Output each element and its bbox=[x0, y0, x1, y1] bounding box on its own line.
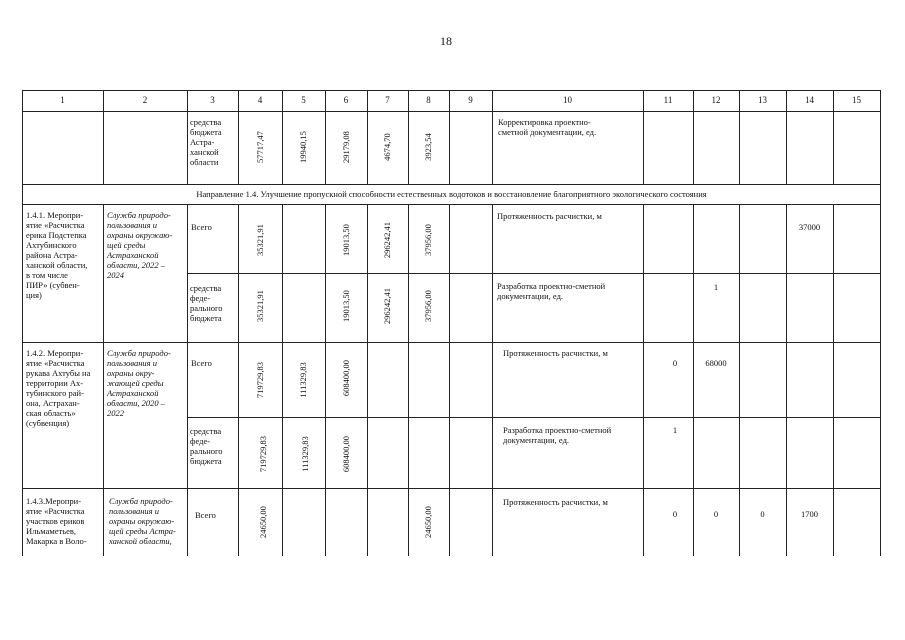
header-cell: 2 bbox=[142, 95, 148, 105]
table-rule bbox=[408, 204, 409, 556]
amount-col4: 719729,83 bbox=[255, 361, 265, 399]
table-rule bbox=[22, 90, 23, 556]
value-col11: 0 bbox=[672, 509, 678, 519]
table-rule bbox=[492, 204, 493, 556]
indicator-text: Разработка проектно-сметной документации, ед. bbox=[497, 281, 606, 301]
amount-col6: 19013,50 bbox=[341, 224, 351, 256]
header-cell: 14 bbox=[805, 95, 814, 105]
header-cell: 6 bbox=[343, 95, 349, 105]
table-rule bbox=[22, 184, 881, 185]
value-col13: 0 bbox=[760, 509, 765, 519]
table-rule bbox=[282, 204, 283, 556]
header-cell: 10 bbox=[563, 95, 572, 105]
table-rule bbox=[22, 111, 881, 112]
value-col14: 37000 bbox=[798, 222, 821, 232]
amount-col4: 35321,91 bbox=[255, 224, 265, 256]
funding-source: Всего bbox=[191, 222, 212, 232]
header-cell: 3 bbox=[210, 95, 215, 105]
event-description: 1.4.1. Меропри- ятие «Расчистка ерика Подстепка Ахтубинского района Астра- ханской области, в том числе ПИР» (субвен- ция) bbox=[26, 210, 88, 300]
funding-source: средства феде- рального бюджета bbox=[190, 283, 223, 323]
amount-col8: 37956,00 bbox=[423, 290, 433, 322]
table-rule bbox=[103, 204, 104, 556]
executor-text: Служба природо- пользования и охраны окру- жающей среды Астраханской области, 2020 – 2022 bbox=[107, 348, 171, 418]
amount-col6: 608400,00 bbox=[341, 435, 351, 473]
indicator-text: Протяженность расчистки, м bbox=[497, 211, 602, 221]
amount-col5: 19940,15 bbox=[298, 131, 308, 163]
table-rule bbox=[238, 204, 239, 556]
table-rule bbox=[325, 204, 326, 556]
table-rule bbox=[643, 204, 644, 556]
header-cell: 13 bbox=[758, 95, 767, 105]
header-cell: 4 bbox=[257, 95, 263, 105]
header-cell: 8 bbox=[426, 95, 431, 105]
indicator-text: Корректировка проектно- сметной документации, ед. bbox=[498, 117, 597, 137]
amount-col8: 37956,00 bbox=[423, 224, 433, 256]
amount-col6: 608400,00 bbox=[341, 359, 351, 397]
table-rule bbox=[693, 204, 694, 556]
table-rule bbox=[22, 204, 881, 205]
amount-col7: 4674,70 bbox=[382, 133, 392, 161]
header-cell: 5 bbox=[301, 95, 306, 105]
amount-col4: 24650,00 bbox=[258, 506, 268, 538]
amount-col4: 35321,91 bbox=[255, 290, 265, 322]
amount-col8: 3923,54 bbox=[423, 133, 433, 161]
table-rule bbox=[880, 90, 881, 556]
value-col12: 68000 bbox=[705, 358, 727, 368]
funding-source: Всего bbox=[195, 510, 216, 520]
executor-text: Служба природо- пользования и охраны окружаю- щей среды Астраханской области, 2022 – 2024 bbox=[107, 210, 173, 280]
header-cell: 9 bbox=[468, 95, 473, 105]
value-col11: 0 bbox=[672, 358, 678, 368]
amount-col6: 29179,08 bbox=[341, 131, 351, 163]
header-cell: 15 bbox=[852, 95, 861, 105]
amount-col7: 296242,41 bbox=[382, 287, 392, 325]
value-col12: 0 bbox=[713, 509, 719, 519]
event-description: 1.4.2. Меропри- ятие «Расчистка рукава Ахтубы на территории Ах- тубинского рай- она, Астрахан- ская область» (субвенция) bbox=[26, 348, 91, 428]
funding-source: Всего bbox=[191, 358, 212, 368]
table-rule bbox=[22, 342, 881, 343]
indicator-text: Протяженность расчистки, м bbox=[503, 348, 608, 358]
table-rule bbox=[187, 273, 881, 274]
value-col14: 1700 bbox=[801, 509, 818, 519]
page-number: 18 bbox=[440, 34, 452, 48]
table-rule bbox=[22, 488, 881, 489]
executor-text: Служба природо- пользования и охраны окружаю- щей среды Астра- ханской области, bbox=[109, 496, 176, 546]
header-cell: 12 bbox=[711, 95, 721, 105]
table-rule bbox=[739, 204, 740, 556]
direction-title: Направление 1.4. Улучшение пропускной способности естественных водотоков и восстановление благоприятного экологического состояния bbox=[196, 189, 707, 199]
indicator-text: Протяженность расчистки, м bbox=[503, 497, 608, 507]
header-cell: 7 bbox=[385, 95, 390, 105]
value-col12: 1 bbox=[713, 282, 719, 292]
event-description: 1.4.3.Меропри- ятие «Расчистка участков ериков Ильмаметьев, Макарка в Воло- bbox=[26, 496, 87, 546]
amount-col4: 719729,83 bbox=[258, 435, 268, 473]
amount-col6: 19013,50 bbox=[341, 290, 351, 322]
funding-source: средства бюджета Астра- ханской области bbox=[190, 117, 222, 167]
amount-col8: 24650,00 bbox=[423, 506, 433, 538]
table-rule bbox=[187, 417, 881, 418]
amount-col5: 111329,83 bbox=[298, 362, 308, 398]
table-rule bbox=[187, 204, 188, 556]
table-rule bbox=[833, 204, 834, 556]
table-rule bbox=[22, 90, 881, 91]
table-rule bbox=[786, 204, 787, 556]
header-cell: 1 bbox=[60, 95, 65, 105]
header-cell: 11 bbox=[663, 95, 673, 105]
table-rule bbox=[367, 204, 368, 556]
funding-source: средства феде- рального бюджета bbox=[190, 426, 223, 466]
amount-col7: 296242,41 bbox=[382, 221, 392, 259]
amount-col4: 57717,47 bbox=[255, 131, 265, 163]
indicator-text: Разработка проектно-сметной документации, ед. bbox=[503, 425, 612, 445]
value-col11: 1 bbox=[672, 425, 678, 435]
amount-col5: 111329,83 bbox=[300, 436, 310, 472]
table-rule bbox=[449, 204, 450, 556]
